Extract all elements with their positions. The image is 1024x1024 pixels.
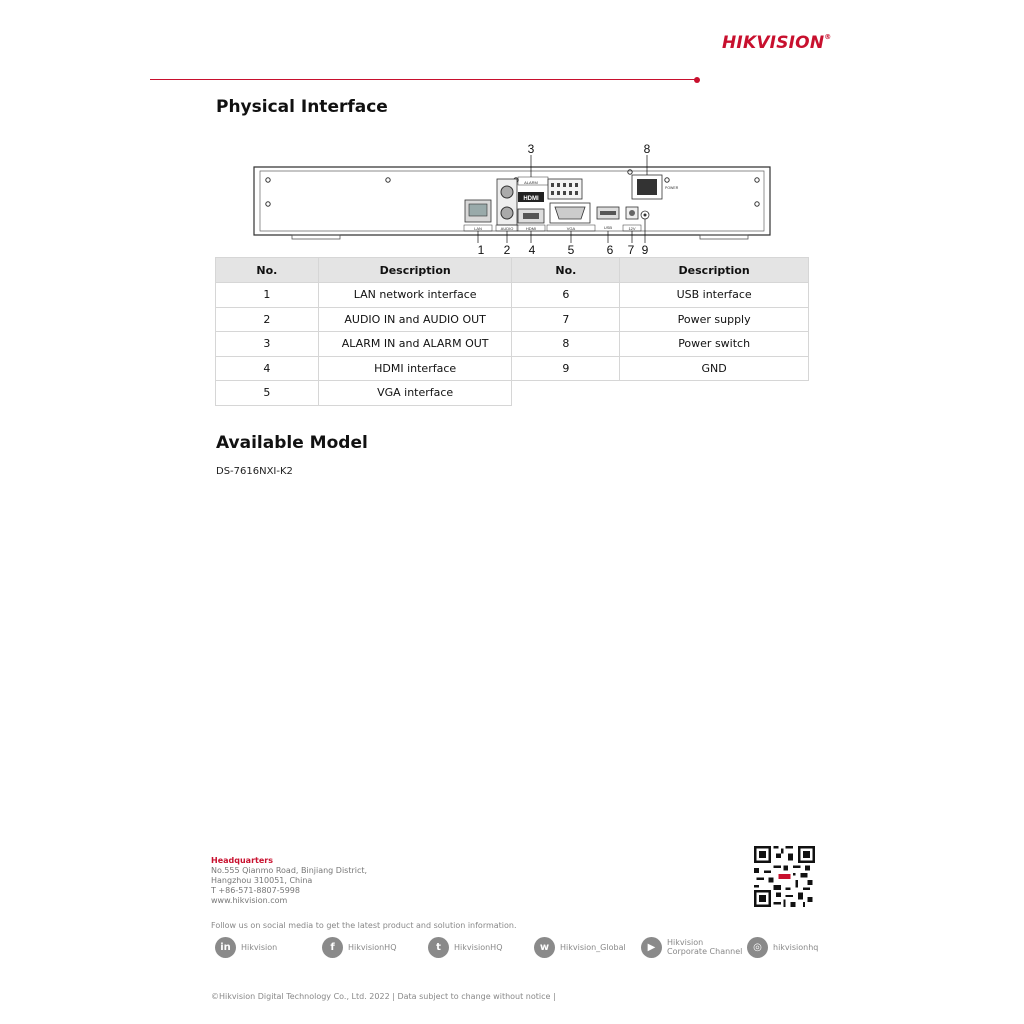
interface-table: [215, 257, 809, 406]
instagram-icon: ◎: [747, 937, 768, 958]
cell-description: Power switch: [620, 332, 809, 357]
cell-no: 7: [512, 307, 620, 332]
copyright-notice: ©Hikvision Digital Technology Co., Ltd. 2022 | Data subject to change without notice |: [211, 992, 556, 1001]
hikvision-logo: [722, 33, 831, 53]
qr-code: [754, 846, 815, 907]
model-number: DS-7616NXI-K2: [216, 466, 293, 477]
table-row: [216, 381, 809, 406]
social-facebook[interactable]: [322, 936, 397, 958]
youtube-icon: ▶: [641, 937, 662, 958]
hq-phone: T +86-571-8807-5998: [211, 886, 300, 895]
social-twitter[interactable]: [428, 936, 503, 958]
hq-address-line: Hangzhou 310051, China: [211, 876, 313, 885]
header-no: No.: [216, 258, 319, 283]
section-title-physical-interface: Physical Interface: [216, 97, 388, 117]
callout-8: 8: [643, 143, 651, 156]
cell-no: 3: [216, 332, 319, 357]
table-row: [216, 307, 809, 332]
hq-website[interactable]: www.hikvision.com: [211, 896, 288, 905]
cell-description: LAN network interface: [318, 283, 512, 308]
device-label-hdmi: HDMI: [525, 226, 537, 231]
social-label: HikvisionHQ: [454, 942, 503, 952]
device-label-alarm: ALARM: [524, 180, 538, 185]
header-description: Description: [620, 258, 809, 283]
social-label: Hikvision: [241, 942, 278, 952]
social-instagram[interactable]: [747, 936, 818, 958]
cell-description: ALARM IN and ALARM OUT: [318, 332, 512, 357]
device-label-lan: LAN: [474, 226, 482, 231]
callout-7: 7: [627, 243, 635, 257]
twitter-icon: t: [428, 937, 449, 958]
device-label-hdmi-logo: HDMI: [523, 196, 539, 202]
cell-no: 5: [216, 381, 319, 406]
header-divider-dot: [694, 77, 700, 83]
device-label-usb: USB: [603, 225, 613, 230]
device-label-vga: VGA: [566, 226, 576, 231]
social-label-secondary: Corporate Channel: [667, 947, 743, 956]
cell-no: 2: [216, 307, 319, 332]
wechat-icon: w: [534, 937, 555, 958]
cell-description: GND: [620, 356, 809, 381]
device-label-power: POWER: [665, 186, 679, 190]
cell-description: AUDIO IN and AUDIO OUT: [318, 307, 512, 332]
follow-us-text: Follow us on social media to get the latest product and solution information.: [211, 921, 517, 930]
cell-no: 9: [512, 356, 620, 381]
cell-no: 1: [216, 283, 319, 308]
header-no: No.: [512, 258, 620, 283]
table-header-row: [216, 258, 809, 283]
device-rear-panel-diagram: [252, 143, 772, 258]
cell-description: Power supply: [620, 307, 809, 332]
cell-no: 6: [512, 283, 620, 308]
header-divider: [150, 79, 696, 80]
callout-9: 9: [641, 243, 649, 257]
table-row: [216, 332, 809, 357]
section-title-available-model: Available Model: [216, 433, 368, 453]
cell-description: USB interface: [620, 283, 809, 308]
header-description: Description: [318, 258, 512, 283]
facebook-icon: f: [322, 937, 343, 958]
cell-empty: [512, 381, 620, 406]
cell-description: HDMI interface: [318, 356, 512, 381]
callout-6: 6: [606, 243, 614, 257]
device-label-audio: AUDIO: [500, 226, 514, 231]
social-label: Hikvision_Global: [560, 942, 626, 952]
callout-1: 1: [477, 243, 485, 257]
headquarters-block: [211, 856, 367, 906]
device-label-12v: 12V: [628, 226, 636, 231]
callout-3: 3: [527, 143, 535, 156]
hq-address-line: No.555 Qianmo Road, Binjiang District,: [211, 866, 368, 875]
cell-description: VGA interface: [318, 381, 512, 406]
cell-no: 8: [512, 332, 620, 357]
social-youtube[interactable]: [641, 936, 742, 958]
callout-2: 2: [503, 243, 511, 257]
social-label: hikvisionhq: [773, 942, 819, 952]
social-wechat[interactable]: [534, 936, 626, 958]
cell-empty: [620, 381, 809, 406]
social-label: Hikvision: [667, 938, 704, 947]
hq-title: Headquarters: [211, 856, 273, 865]
brand-vision: VISION: [756, 33, 825, 53]
social-linkedin[interactable]: [215, 936, 277, 958]
social-label: HikvisionHQ: [348, 942, 397, 952]
brand-registered-mark: ®: [824, 33, 832, 41]
table-row: [216, 283, 809, 308]
cell-no: 4: [216, 356, 319, 381]
brand-hik: HIK: [722, 33, 757, 53]
callout-4: 4: [528, 243, 536, 257]
linkedin-icon: in: [215, 937, 236, 958]
callout-5: 5: [567, 243, 575, 257]
table-row: [216, 356, 809, 381]
